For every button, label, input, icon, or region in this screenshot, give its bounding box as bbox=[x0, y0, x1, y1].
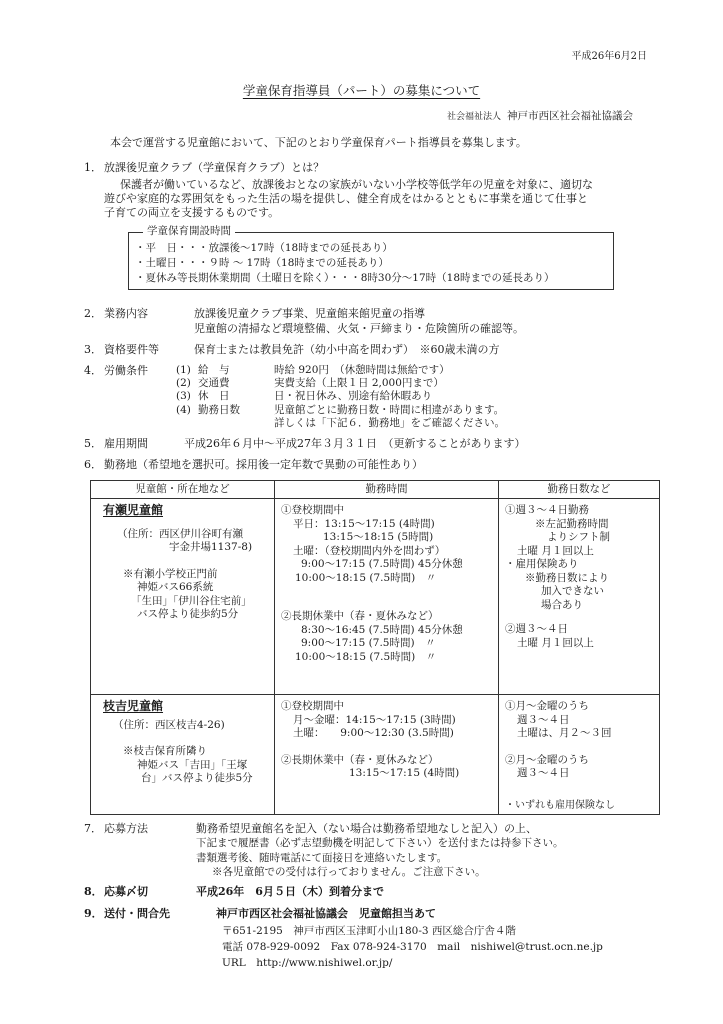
section-text: 神戸市西区社会福祉協議会 児童館担当あて bbox=[216, 907, 436, 920]
location-cell: 有瀬児童館 （住所：西区伊川谷町有瀬 宇金井場1137-8) ※有瀬小学校正門前 神姫バス66系統 「生田」「伊川谷住宅前」 バス停より徒歩約5分 bbox=[91, 499, 275, 695]
center-name: 枝吉児童館 bbox=[103, 699, 164, 713]
section-line: 勤務希望児童館名を記入（ない場合は勤務希望地なしと記入）の上、 bbox=[196, 822, 537, 835]
section-label: 送付・問合先 bbox=[104, 907, 170, 920]
section-number: 7． bbox=[84, 822, 102, 835]
contact-phone: 電話 078-929-0092 Fax 078-924-3170 mail nishiwel@trust.ocn.ne.jp bbox=[222, 941, 603, 953]
section-2-line-2: 児童館の清掃など環境整備、火気・戸締まり・危険箇所の確認等。 bbox=[194, 322, 524, 335]
section-6-heading bbox=[84, 458, 423, 472]
hours-box bbox=[128, 225, 614, 290]
column-header: 児童館・所在地など bbox=[91, 481, 275, 499]
days-cell: ①月～金曜のうち 週３～４日 土曜は、月２～３回 ②月～金曜のうち 週３～４日 ・いずれも雇用保険なし bbox=[499, 695, 660, 815]
section-2 bbox=[84, 307, 425, 321]
hours-cell: ①登校期間中 月～金曜：14:15～17:15 (3時間) 土曜： 9:00～12:30 (3.5時間) ②長期休業中（春・夏休みなど） 13:15～17:15 (4時間) bbox=[275, 695, 499, 815]
section-label: 応募方法 bbox=[104, 822, 148, 835]
contact-url[interactable]: URL http://www.nishiwel.or.jp/ bbox=[222, 957, 393, 969]
table-row bbox=[91, 499, 660, 695]
hours-line: ・平 日・・・放課後～17時（18時までの延長あり） bbox=[135, 242, 393, 254]
section-label: 資格要件等 bbox=[104, 343, 159, 356]
hours-cell: ①登校期間中 平日：13:15～17:15 (4時間) 13:15～18:15 (5時間) 土曜：（登校期間内外を問わず） 9:00～17:15 (7.5時間) 45分休憩 10:00～18:15 (7.5時間) 〃 ②長期休業中（春・夏休みなど） 8:30～16:45 (7.5時間) 45分休憩 9:00～17:15 (7.5時間) 〃 10:00～18:15 (7.5時間) 〃 bbox=[275, 499, 499, 695]
contact-address: 〒651-2195 神戸市西区玉津町小山180-3 西区総合庁舎４階 bbox=[222, 925, 516, 937]
section-text: 平成26年 6月５日（木）到着分まで bbox=[196, 885, 384, 898]
hours-line: ・土曜日・・・９時 ～ 17時（18時までの延長あり） bbox=[135, 257, 389, 269]
condition-item: (4) 勤務日数 児童館ごとに勤務日数・時間に相違があります。 bbox=[176, 403, 505, 416]
section-label: 雇用期間 bbox=[104, 437, 148, 450]
section-text: 平成26年６月中～平成27年３月３１日 （更新することがあります） bbox=[184, 437, 526, 450]
section-title: 放課後児童クラブ（学童保育クラブ）とは？ bbox=[104, 161, 325, 174]
table-header-row bbox=[91, 481, 660, 499]
condition-item: (1) 給 与 時給 920円 （休憩時間は無給です） bbox=[176, 364, 450, 376]
section-number: 2． bbox=[84, 307, 102, 320]
labor-conditions bbox=[176, 364, 505, 430]
section-7-line: 書類選考後、随時電話にて面接日を連絡いたします。 bbox=[196, 852, 448, 864]
section-7 bbox=[84, 822, 537, 836]
location-cell: 枝吉児童館 （住所：西区枝吉4-26) ※枝吉保育所隣り 神姫バス「吉田」「王塚 台」バス停より徒歩5分 bbox=[91, 695, 275, 815]
condition-note: 詳しくは「下記６．勤務地」をご確認ください。 bbox=[274, 416, 505, 429]
section-number: 9． bbox=[84, 907, 103, 920]
section-5 bbox=[84, 437, 526, 451]
column-header: 勤務日数など bbox=[499, 481, 660, 499]
section-text: 保育士または教員免許（幼小中高を問わず） ※60歳未満の方 bbox=[194, 343, 500, 356]
document-title bbox=[0, 83, 723, 99]
section-number: 4． bbox=[84, 364, 102, 377]
section-number: 1． bbox=[84, 161, 102, 174]
section-label: 応募〆切 bbox=[104, 885, 148, 898]
center-name: 有瀬児童館 bbox=[103, 503, 164, 517]
section-4-heading bbox=[84, 364, 148, 378]
section-title: 勤務地（希望地を選択可。採用後一定年数で異動の可能性あり） bbox=[104, 458, 423, 471]
organization bbox=[447, 110, 633, 124]
section-8 bbox=[84, 885, 384, 899]
section-number: 6． bbox=[84, 458, 102, 471]
days-cell: ①週３～４日勤務 ※左記勤務時間 よりシフト制 土曜 月１回以上 ・雇用保険あり ※勤務日数により 加入できない 場合あり ②週３～４日 土曜 月１回以上 bbox=[499, 499, 660, 695]
condition-item: (2) 交通費 実費支給（上限１日 2,000円まで） bbox=[176, 377, 444, 390]
workplace-table bbox=[90, 480, 660, 815]
intro-text: 本会で運営する児童館において、下記のとおり学童保育パート指導員を募集します。 bbox=[110, 136, 527, 149]
title-text: 学童保育指導員（パート）の募集について bbox=[242, 83, 481, 98]
section-line: 放課後児童クラブ事業、児童館来館児童の指導 bbox=[194, 307, 425, 320]
hours-line: ・夏休み等長期休業期間（土曜日を除く）・・・8時30分～17時（18時までの延長あり） bbox=[135, 272, 555, 284]
section-9 bbox=[84, 907, 436, 921]
section-7-line: 下記まで履歴書（必ず志望動機を明記して下さい）を送付または持参下さい。 bbox=[196, 837, 564, 849]
body-line: 保護者が働いているなど、放課後おとなの家族がいない小学校等低学年の児童を対象に、適切な bbox=[120, 178, 593, 191]
condition-item: (3) 休 日 日・祝日休み、別途有給休暇あり bbox=[176, 390, 433, 403]
table-row bbox=[91, 695, 660, 815]
document-date: 平成26年6月2日 bbox=[571, 51, 647, 62]
section-number: 5． bbox=[84, 437, 102, 450]
body-line: 遊びや家庭的な雰囲気をもった生活の場を提供し、健全育成をはかるとともに事業を通じて仕事と bbox=[104, 192, 588, 205]
section-1-heading bbox=[84, 161, 324, 175]
section-number: 8． bbox=[84, 885, 103, 898]
org-type: 社会福祉法人 bbox=[446, 112, 501, 122]
org-name: 神戸市西区社会福祉協議会 bbox=[507, 110, 633, 122]
section-3 bbox=[84, 343, 500, 357]
section-7-line: ※各児童館での受付は行っておりません。ご注意下さい。 bbox=[212, 866, 486, 878]
body-line: 子育ての両立を支援するものです。 bbox=[104, 206, 280, 219]
hours-caption: 学童保育開設時間 bbox=[143, 225, 235, 239]
column-header: 勤務時間 bbox=[275, 481, 499, 499]
section-number: 3． bbox=[84, 343, 102, 356]
section-1-body bbox=[104, 178, 664, 220]
section-label: 労働条件 bbox=[104, 364, 148, 377]
section-label: 業務内容 bbox=[104, 307, 148, 320]
